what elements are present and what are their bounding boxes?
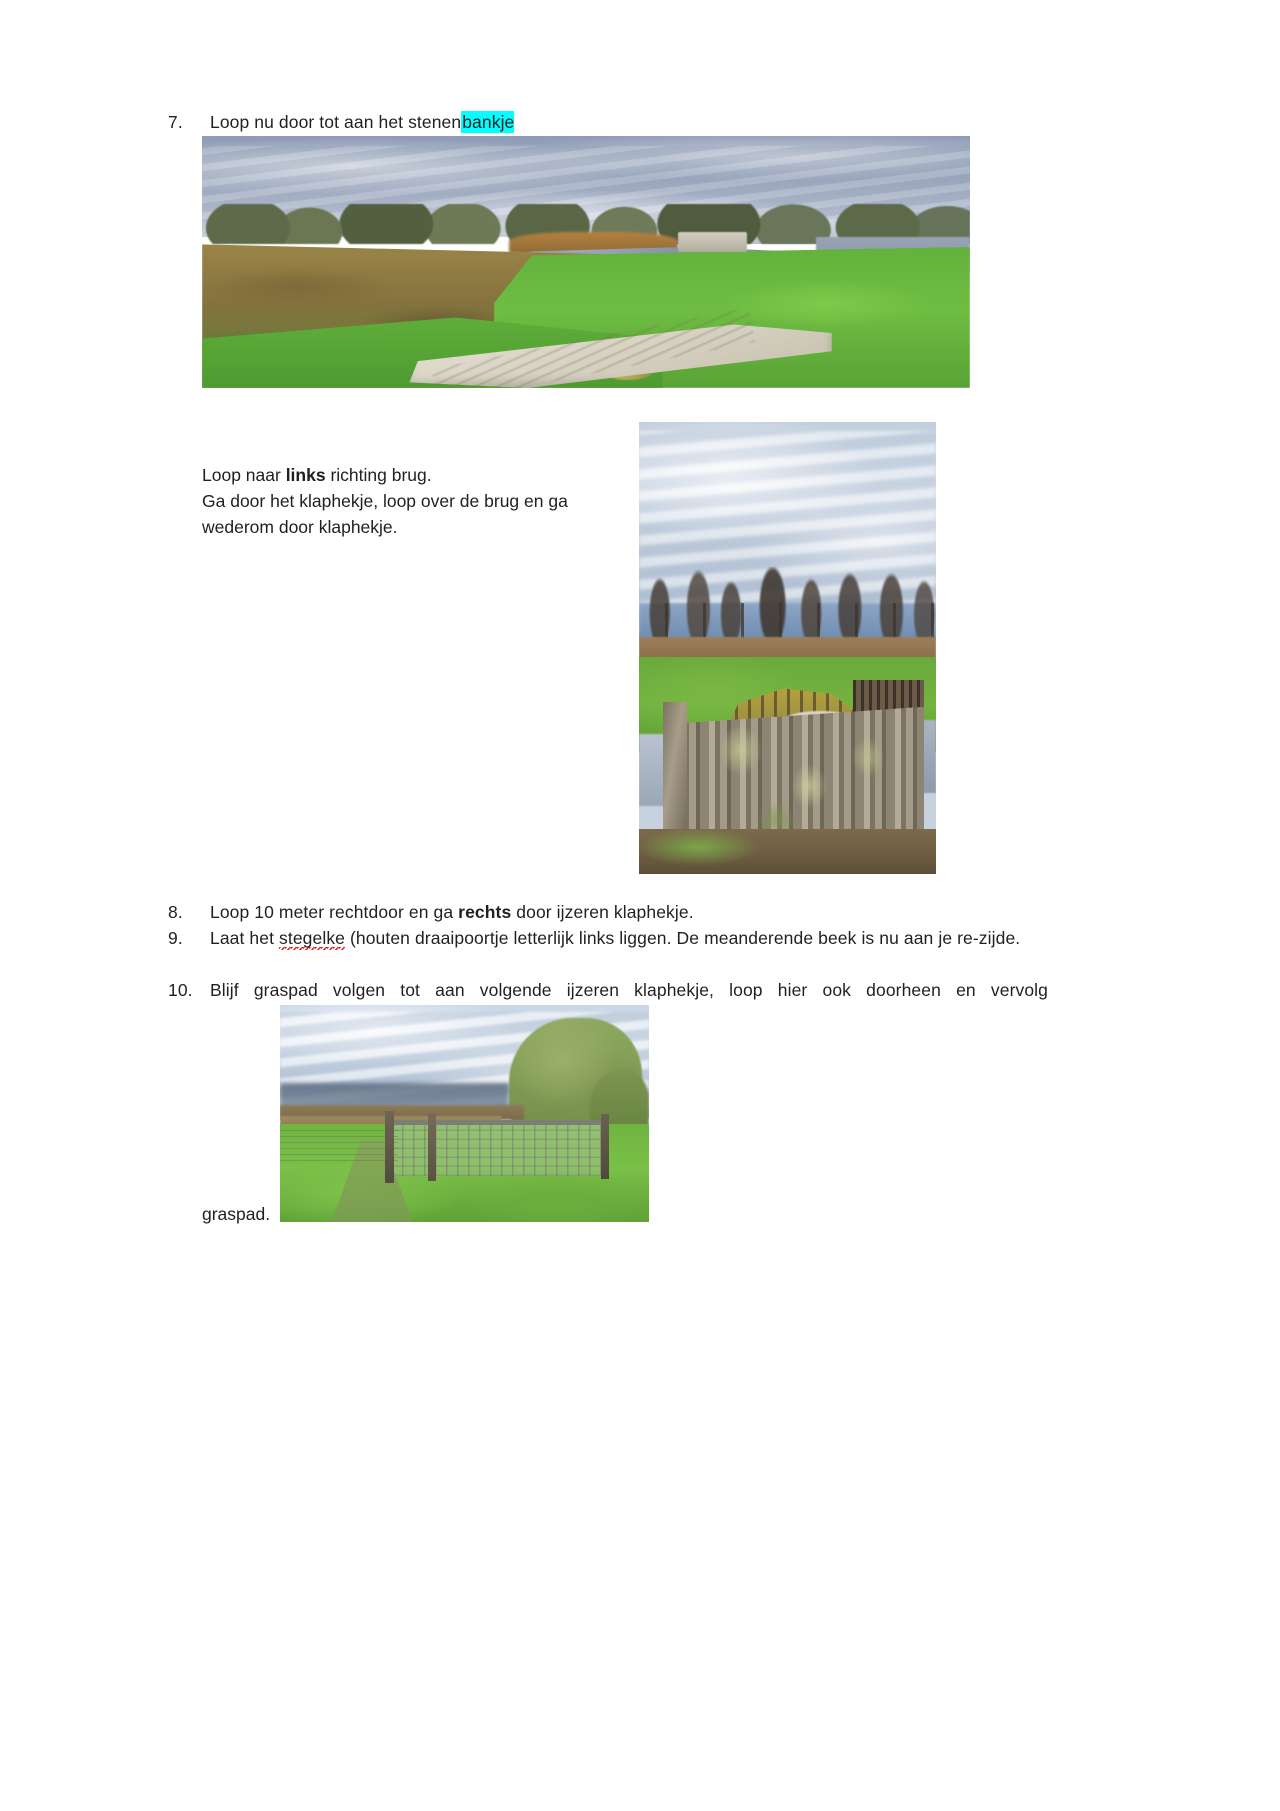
list-item-9-text-part1: Laat het bbox=[210, 928, 280, 948]
photo2-foreground-ground bbox=[639, 829, 936, 874]
middle-line1-bold-links: links bbox=[285, 465, 326, 485]
middle-line1-part1: Loop naar bbox=[202, 465, 286, 485]
list-item-7-number: 7. bbox=[168, 112, 183, 132]
list-item-7-text: Loop nu door tot aan het stenen bbox=[210, 112, 462, 132]
list-item-8 bbox=[168, 900, 1048, 925]
stone-bench-meadow-photo bbox=[202, 136, 970, 388]
list-item-10-body: Blijf graspad volgen tot aan volgende ijzeren klaphekje, loop hier ook doorheen en vervolg bbox=[210, 980, 1048, 1000]
list-item-8-number: 8. bbox=[168, 902, 183, 922]
list-item-9-body bbox=[210, 926, 1048, 951]
photo1-far-stone-structure bbox=[678, 232, 747, 252]
list-item-8-text-part2: door ijzeren klaphekje. bbox=[511, 902, 694, 922]
middle-paragraph-line-2: Ga door het klaphekje, loop over de brug en ga bbox=[202, 491, 568, 511]
photo3-fence-post-right bbox=[601, 1114, 609, 1179]
list-item-10-number: 10. bbox=[168, 980, 193, 1000]
wooden-gate-bridge-photo bbox=[639, 422, 936, 874]
photo3-iron-gate bbox=[391, 1120, 605, 1176]
list-item-7-body bbox=[210, 110, 1028, 135]
list-item-8-text-part1: Loop 10 meter rechtdoor en ga bbox=[210, 902, 459, 922]
middle-paragraph bbox=[202, 462, 622, 540]
list-item-9 bbox=[168, 926, 1048, 951]
photo2-hedgerow bbox=[639, 637, 936, 660]
photo3-wire-fence bbox=[280, 1127, 398, 1162]
trailing-text-graspad: graspad. bbox=[202, 1204, 271, 1224]
highlighted-word-bankje: bankje bbox=[462, 112, 515, 132]
list-item-8-bold-rechts: rechts bbox=[458, 902, 512, 922]
list-item-7 bbox=[168, 110, 1028, 135]
list-item-9-number: 9. bbox=[168, 928, 183, 948]
misspelled-word-stegelke: stegelke bbox=[279, 928, 345, 948]
photo3-fence-post-left bbox=[385, 1111, 394, 1183]
list-item-10 bbox=[168, 978, 1048, 1003]
middle-line1-part2: richting brug. bbox=[325, 465, 432, 485]
middle-paragraph-line-3: wederom door klaphekje. bbox=[202, 517, 398, 537]
iron-gate-grasspath-photo bbox=[280, 1005, 649, 1222]
photo3-fence-post-middle bbox=[428, 1114, 436, 1181]
middle-paragraph-line-1 bbox=[202, 462, 622, 488]
list-item-9-text-part2: (houten draaipoortje letterlijk links liggen. De meanderende beek is nu aan je re-zijde. bbox=[345, 928, 1021, 948]
list-item-8-body bbox=[210, 900, 1048, 925]
photo3-gate-top-rail bbox=[391, 1120, 605, 1125]
